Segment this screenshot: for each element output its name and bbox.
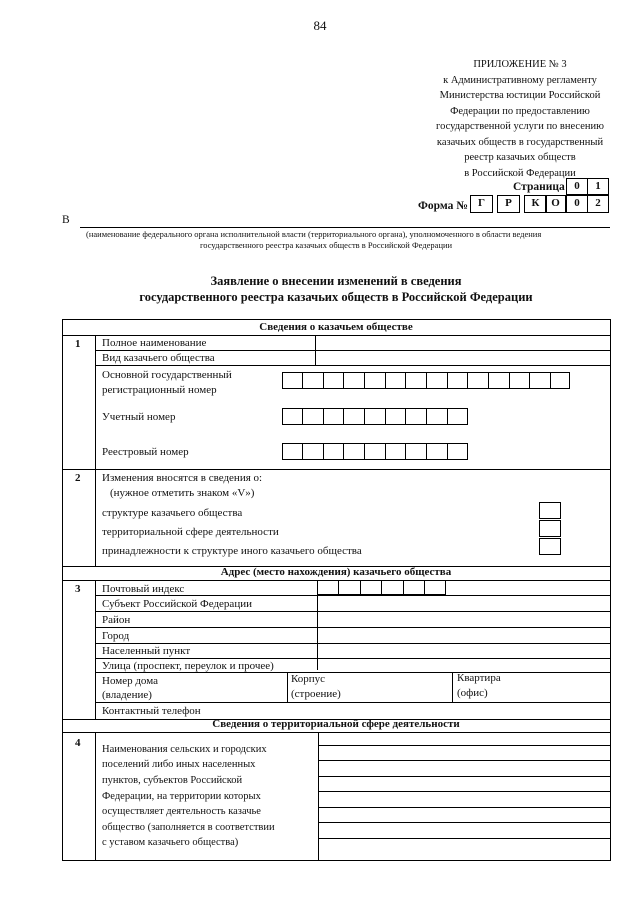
cell-divider	[529, 373, 530, 388]
cell-divider	[447, 409, 448, 424]
entry-line[interactable]	[318, 745, 611, 746]
changes-hint: (нужное отметить знаком «V»)	[110, 487, 255, 499]
ogrn-label: регистрационный номер	[102, 384, 217, 396]
form-code-cell: Р	[497, 195, 520, 213]
page-digit: 1	[587, 178, 609, 195]
column-divider	[318, 732, 319, 861]
subject-label: Субъект Российской Федерации	[102, 598, 252, 610]
column-divider	[95, 732, 96, 861]
form-label: Форма №	[418, 200, 468, 212]
section3-number: 3	[75, 583, 81, 595]
cell-divider	[447, 444, 448, 459]
row-divider	[95, 595, 611, 596]
flat-label: (офис)	[457, 687, 488, 699]
territory-description: с уставом казачьего общества)	[102, 837, 239, 848]
entry-line[interactable]	[318, 822, 611, 823]
cell-divider	[343, 444, 344, 459]
appendix-line: к Административному регламенту	[443, 74, 597, 86]
society-type-label: Вид казачьего общества	[102, 352, 215, 364]
appendix-line: в Российской Федерации	[464, 167, 576, 179]
option-structure-label: структуре казачьего общества	[102, 507, 243, 519]
section2-number: 2	[75, 472, 81, 484]
account-number-cells[interactable]	[282, 408, 468, 425]
ogrn-cells[interactable]	[282, 372, 570, 389]
street-label: Улица (проспект, переулок и прочее)	[102, 660, 274, 672]
row-divider	[95, 643, 611, 644]
full-name-label: Полное наименование	[102, 337, 207, 349]
cell-divider	[385, 444, 386, 459]
territory-description: Наименования сельских и городских	[102, 744, 267, 755]
flat-label: Квартира	[457, 672, 501, 684]
form-code-cell: К	[524, 195, 547, 213]
locality-label: Населенный пункт	[102, 645, 191, 657]
building-label: Корпус	[291, 673, 326, 685]
section4-number: 4	[75, 737, 81, 749]
appendix-line: ПРИЛОЖЕНИЕ № 3	[473, 59, 567, 70]
building-label: (строение)	[291, 688, 341, 700]
row-divider	[95, 350, 611, 351]
cell-divider	[364, 409, 365, 424]
territory-description: пунктов, субъектов Российской	[102, 775, 243, 786]
entry-line[interactable]	[318, 807, 611, 808]
appendix-line: Министерства юстиции Российской	[439, 90, 601, 101]
section-divider	[62, 469, 611, 470]
appendix-line: государственной услуги по внесению	[436, 121, 604, 132]
territory-description: осуществляет деятельность казачье	[102, 806, 261, 817]
form-code-cell: О	[545, 195, 566, 213]
house-label: Номер дома	[102, 675, 158, 687]
cell-divider	[360, 581, 361, 594]
addressee-caption: (наименование федерального органа исполнительной власти (территориального органа), уполномоченного в области ведения	[86, 229, 542, 239]
house-label: (владение)	[102, 689, 152, 701]
form-code-cell: 0	[566, 195, 588, 213]
cell-divider	[381, 581, 382, 594]
section4-header: Сведения о территориальной сфере деятельности	[212, 718, 460, 730]
cell-divider	[426, 444, 427, 459]
column-divider	[95, 580, 96, 719]
option-structure-checkbox[interactable]	[539, 502, 561, 519]
document-title: Заявление о внесении изменений в сведения	[210, 274, 462, 288]
cell-divider	[405, 373, 406, 388]
territory-description: поселений либо иных населенных	[102, 759, 256, 770]
cell-divider	[403, 581, 404, 594]
cell-divider	[323, 444, 324, 459]
row-divider	[62, 732, 611, 733]
appendix-line: Федерации по предоставлению	[450, 105, 590, 117]
cell-divider	[385, 373, 386, 388]
account-number-label: Учетный номер	[102, 411, 176, 423]
cell-divider	[405, 444, 406, 459]
cell-divider	[550, 373, 551, 388]
cell-divider	[467, 373, 468, 388]
cell-divider	[302, 373, 303, 388]
option-affiliation-checkbox[interactable]	[539, 538, 561, 555]
document-title: государственного реестра казачьих обществ в Российской Федерации	[139, 290, 533, 304]
cell-divider	[343, 373, 344, 388]
section1-header: Сведения о казачьем обществе	[259, 321, 413, 333]
entry-line[interactable]	[318, 791, 611, 792]
cell-divider	[385, 409, 386, 424]
option-territory-checkbox[interactable]	[539, 520, 561, 537]
cell-divider	[426, 409, 427, 424]
option-territory-label: территориальной сфере деятельности	[102, 526, 279, 538]
row-divider	[62, 335, 611, 336]
ogrn-label: Основной государственный	[102, 369, 232, 381]
cell-divider	[302, 409, 303, 424]
page-label: Страница	[513, 181, 565, 193]
cell-divider	[405, 409, 406, 424]
section1-number: 1	[75, 338, 81, 350]
cell-divider	[426, 373, 427, 388]
column-divider	[452, 672, 453, 702]
phone-label: Контактный телефон	[102, 705, 201, 717]
postcode-cells[interactable]	[317, 580, 446, 595]
form-code-cell: Г	[470, 195, 493, 213]
appendix-line: реестр казачьих обществ	[464, 152, 576, 163]
cell-divider	[488, 373, 489, 388]
section3-header: Адрес (место нахождения) казачьего общества	[220, 566, 452, 578]
entry-line[interactable]	[318, 776, 611, 777]
entry-line[interactable]	[318, 760, 611, 761]
page-number: 84	[313, 18, 327, 33]
cell-divider	[343, 409, 344, 424]
postcode-label: Почтовый индекс	[102, 583, 185, 595]
option-affiliation-label: принадлежности к структуре иного казачьего общества	[102, 545, 362, 557]
registry-number-cells[interactable]	[282, 443, 468, 460]
cell-divider	[509, 373, 510, 388]
territory-description: общество (заполняется в соответствии	[102, 822, 275, 833]
changes-intro: Изменения вносятся в сведения о:	[102, 472, 263, 484]
row-divider	[95, 365, 611, 366]
cell-divider	[447, 373, 448, 388]
row-divider	[95, 672, 611, 673]
cell-divider	[424, 581, 425, 594]
row-divider	[95, 702, 611, 703]
page-digit: 0	[566, 178, 588, 195]
territory-description: Федерации, на территории которых	[102, 791, 261, 802]
addressee-caption: государственного реестра казачьих обществ в Российской Федерации	[200, 240, 453, 250]
row-divider	[95, 658, 611, 659]
column-divider	[95, 335, 96, 469]
row-divider	[95, 611, 611, 612]
column-divider	[287, 672, 288, 702]
cell-divider	[364, 444, 365, 459]
entry-line[interactable]	[318, 838, 611, 839]
appendix-header	[400, 57, 640, 181]
form-code-cell: 2	[587, 195, 609, 213]
cell-divider	[323, 409, 324, 424]
registry-number-label: Реестровый номер	[102, 446, 189, 458]
column-divider	[95, 469, 96, 566]
cell-divider	[338, 581, 339, 594]
cell-divider	[364, 373, 365, 388]
appendix-line: казачьих обществ в государственный	[436, 136, 604, 148]
city-label: Город	[102, 630, 130, 642]
addressee-prefix: В	[62, 214, 70, 226]
district-label: Район	[102, 614, 131, 626]
row-divider	[95, 627, 611, 628]
column-divider	[315, 335, 316, 365]
cell-divider	[323, 373, 324, 388]
cell-divider	[302, 444, 303, 459]
addressee-line	[80, 227, 610, 228]
